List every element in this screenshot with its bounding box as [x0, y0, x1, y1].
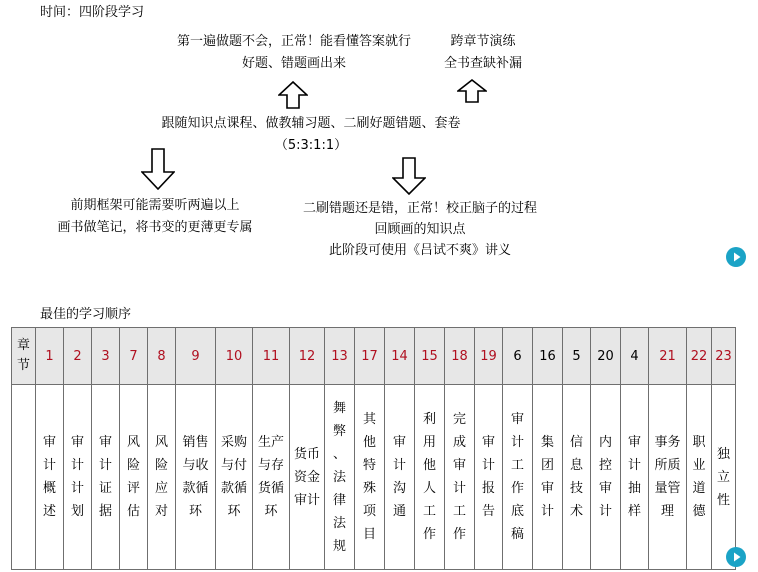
chapter-number-cell — [503, 328, 533, 385]
chapter-title-cell — [148, 385, 176, 570]
chapter-number-cell — [649, 328, 687, 385]
chapter-title: 集 团 审 计 — [540, 435, 554, 519]
chapter-number: 23 — [715, 348, 732, 364]
chapter-number-cell — [355, 328, 385, 385]
chapter-number: 22 — [690, 348, 708, 364]
table-header-row — [12, 328, 736, 385]
chapter-number: 18 — [451, 348, 468, 364]
chapter-number: 21 — [659, 348, 676, 364]
chapter-number: 16 — [539, 348, 556, 364]
chapter-title-cell — [563, 385, 591, 570]
chapter-number: 4 — [630, 348, 639, 364]
chapter-title: 职 业 道 德 — [692, 435, 706, 519]
chapter-title: 审 计 报 告 — [481, 435, 495, 519]
chapter-number-cell — [415, 328, 445, 385]
stage1-line2: 好题、错题画出来 — [241, 56, 347, 71]
right-note-line2: 回顾画的知识点 — [374, 222, 466, 237]
chapter-title: 审 计 沟 通 — [392, 435, 406, 519]
chapter-title: 完 成 审 计 工 作 — [452, 412, 466, 542]
down-arrow-icon — [392, 157, 426, 195]
chapter-title-cell — [176, 385, 216, 570]
middle-line2: （5:3:1:1） — [274, 138, 348, 153]
chapter-number: 2 — [73, 348, 82, 364]
chapter-title: 其 他 特 殊 项 目 — [362, 412, 376, 542]
chapter-title-cell — [649, 385, 687, 570]
play-button[interactable] — [726, 547, 746, 567]
stage4-line2: 全书查缺补漏 — [443, 56, 523, 71]
chapter-number-cell — [621, 328, 649, 385]
chapter-title-cell — [64, 385, 92, 570]
chapter-title: 风 险 应 对 — [154, 435, 168, 519]
chapter-title-cell — [385, 385, 415, 570]
chapter-title: 独 立 性 — [716, 446, 730, 508]
header-label: 章 节 — [16, 338, 30, 373]
chapter-number-cell — [64, 328, 92, 385]
chapter-title-cell — [290, 385, 325, 570]
chapter-title: 采购 与付 款循 环 — [220, 435, 247, 519]
chapter-title-cell — [503, 385, 533, 570]
top-title: 时间：四阶段学习 — [40, 5, 145, 20]
chapter-title-cell — [415, 385, 445, 570]
chapter-title-cell — [621, 385, 649, 570]
play-icon — [726, 547, 746, 567]
chapter-number: 11 — [262, 348, 280, 364]
chapter-number-cell — [176, 328, 216, 385]
chapter-title-cell — [325, 385, 355, 570]
chapter-title: 审 计 工 作 底 稿 — [510, 412, 524, 542]
chapter-number: 13 — [331, 348, 348, 364]
chapter-title: 审 计 概 述 — [42, 435, 56, 519]
middle-line1: 跟随知识点课程、做教辅习题、二刷好题错题、套卷 — [161, 116, 461, 131]
chapter-number: 5 — [572, 348, 581, 364]
chapter-number: 12 — [298, 348, 316, 364]
chapter-title-cell — [355, 385, 385, 570]
chapter-number-cell — [92, 328, 120, 385]
up-arrow-icon — [457, 79, 487, 103]
chapter-title: 内 控 审 计 — [598, 435, 612, 519]
left-note-line1: 前期框架可能需要听两遍以上 — [70, 198, 240, 213]
chapter-title: 事务 所质 量管 理 — [654, 435, 681, 519]
play-button[interactable] — [726, 247, 746, 267]
chapter-number-cell — [290, 328, 325, 385]
empty-label-cell — [12, 385, 36, 570]
chapter-number: 1 — [45, 348, 54, 364]
chapter-number-cell — [253, 328, 290, 385]
chapter-number-cell — [120, 328, 148, 385]
chapter-number: 3 — [101, 348, 110, 364]
chapter-title: 销售 与收 款循 环 — [182, 435, 209, 519]
chapter-title: 生产 与存 货循 环 — [257, 435, 284, 519]
chapter-number: 20 — [597, 348, 614, 364]
chapter-title-cell — [687, 385, 712, 570]
stage1-line1: 第一遍做题不会，正常！能看懂答案就行 — [176, 34, 412, 49]
chapter-title-cell — [36, 385, 64, 570]
chapter-title-cell — [712, 385, 736, 570]
table-body-row — [12, 385, 736, 570]
chapter-title-cell — [591, 385, 621, 570]
study-order-table — [11, 327, 736, 570]
chapter-number: 15 — [421, 348, 438, 364]
chapter-number-cell — [591, 328, 621, 385]
chapter-number: 10 — [225, 348, 243, 364]
section-title: 最佳的学习顺序 — [40, 307, 132, 322]
up-arrow-icon — [278, 81, 308, 109]
chapter-title-cell — [445, 385, 475, 570]
chapter-number: 7 — [129, 348, 138, 364]
chapter-title: 舞 弊 、 法 律 法 规 — [332, 400, 346, 554]
chapter-number-cell — [36, 328, 64, 385]
chapter-number-cell — [563, 328, 591, 385]
chapter-number-cell — [148, 328, 176, 385]
chapter-title-cell — [475, 385, 503, 570]
down-arrow-icon — [141, 148, 175, 190]
chapter-title: 审 计 计 划 — [70, 435, 84, 519]
chapter-number: 14 — [391, 348, 408, 364]
chapter-title: 货币 资金 审计 — [293, 446, 320, 508]
chapter-title-cell — [216, 385, 253, 570]
chapter-title: 信 息 技 术 — [569, 435, 583, 519]
chapter-number-cell — [712, 328, 736, 385]
chapter-number-cell — [385, 328, 415, 385]
chapter-title: 风 险 评 估 — [126, 435, 140, 519]
play-icon — [726, 247, 746, 267]
chapter-number-cell — [533, 328, 563, 385]
chapter-title: 审 计 证 据 — [98, 435, 112, 519]
stage4-line1: 跨章节演练 — [450, 34, 516, 49]
chapter-number-cell — [475, 328, 503, 385]
chapter-title-cell — [120, 385, 148, 570]
chapter-number-cell — [325, 328, 355, 385]
chapter-title-cell — [253, 385, 290, 570]
right-note-line1: 二刷错题还是错，正常！校正脑子的过程 — [302, 201, 538, 216]
chapter-number: 9 — [191, 348, 200, 364]
chapter-number-cell — [687, 328, 712, 385]
chapter-title: 利 用 他 人 工 作 — [422, 412, 436, 542]
chapter-number: 6 — [513, 348, 522, 364]
chapter-title-cell — [533, 385, 563, 570]
chapter-number-cell — [216, 328, 253, 385]
chapter-number: 19 — [480, 348, 497, 364]
chapter-number-cell — [445, 328, 475, 385]
chapter-title: 审 计 抽 样 — [627, 435, 641, 519]
chapter-number: 8 — [157, 348, 166, 364]
header-label-cell — [12, 328, 36, 385]
right-note-line3: 此阶段可使用《吕试不爽》讲义 — [328, 243, 512, 258]
left-note-line2: 画书做笔记，将书变的更薄更专属 — [57, 220, 253, 235]
chapter-number: 17 — [361, 348, 378, 364]
chapter-title-cell — [92, 385, 120, 570]
